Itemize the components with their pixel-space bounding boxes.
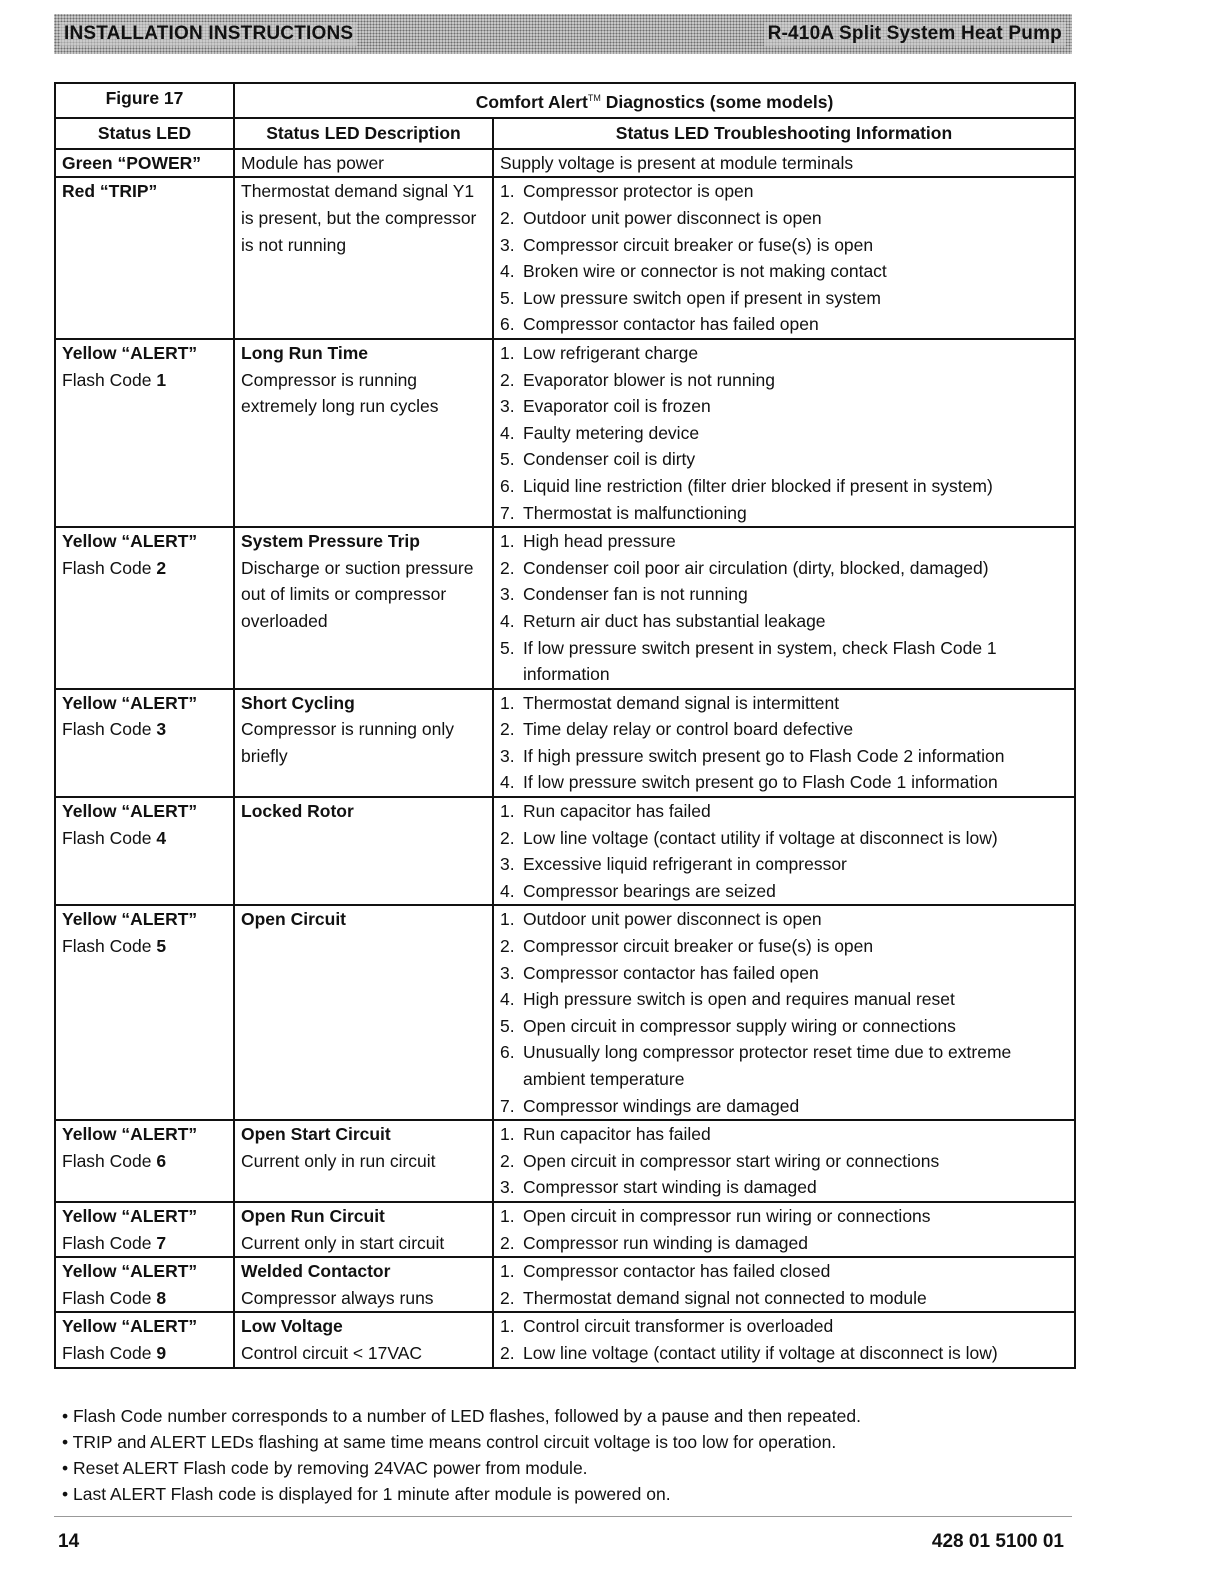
note-item: • Reset ALERT Flash code by removing 24VAC power from module.	[62, 1458, 588, 1478]
list-item: 1. Compressor protector is open	[500, 181, 754, 202]
led-cell: Yellow “ALERT” Flash Code 8	[55, 1257, 234, 1312]
table-row	[55, 1257, 1075, 1312]
description-cell: Open Circuit	[234, 905, 493, 1120]
list-item: 5. Low pressure switch open if present in system	[500, 287, 881, 308]
table-title	[234, 83, 1075, 118]
notes-list	[62, 1403, 1072, 1507]
list-item: 3. Condenser fan is not running	[500, 584, 748, 605]
table-title-row	[55, 83, 1075, 118]
troubleshooting-cell	[493, 905, 1075, 1120]
issue-list	[500, 340, 1068, 526]
list-item: 3. Compressor contactor has failed open	[500, 962, 819, 983]
list-item: 4. Faulty metering device	[500, 422, 700, 443]
table-row	[55, 339, 1075, 527]
led-cell: Yellow “ALERT” Flash Code 7	[55, 1202, 234, 1257]
note-item: • Flash Code number corresponds to a number of LED flashes, followed by a pause and then repeated.	[62, 1406, 861, 1426]
banner-right-title: R-410A Split System Heat Pump	[764, 22, 1066, 46]
table-row	[55, 527, 1075, 689]
list-item: 3. Excessive liquid refrigerant in compressor	[500, 854, 847, 875]
table-row	[55, 689, 1075, 797]
list-item: 3. Compressor start winding is damaged	[500, 1177, 817, 1198]
description-cell: Module has power	[234, 149, 493, 178]
document-number: 428 01 5100 01	[931, 1531, 1064, 1552]
issue-list	[500, 528, 1068, 688]
troubleshooting-cell	[493, 1120, 1075, 1202]
list-item: 1. Outdoor unit power disconnect is open	[500, 909, 822, 930]
description-cell: System Pressure Trip Discharge or suction pressure out of limits or compressor overloaded	[234, 527, 493, 689]
description-cell: Short Cycling Compressor is running only briefly	[234, 689, 493, 797]
table-row	[55, 797, 1075, 905]
list-item: 4. Broken wire or connector is not making contact	[500, 261, 887, 282]
troubleshooting-cell	[493, 689, 1075, 797]
list-item: 6. Liquid line restriction (filter drier blocked if present in system)	[500, 475, 993, 496]
led-cell: Yellow “ALERT” Flash Code 3	[55, 689, 234, 797]
list-item: 5. Open circuit in compressor supply wiring or connections	[500, 1015, 956, 1036]
table-row	[55, 149, 1075, 178]
description-cell: Long Run Time Compressor is running extremely long run cycles	[234, 339, 493, 527]
diagnostics-table	[54, 82, 1076, 1369]
page-number: 14	[58, 1531, 80, 1552]
description-cell: Thermostat demand signal Y1 is present, but the compressor is not running	[234, 177, 493, 339]
description-cell: Open Run Circuit Current only in start circuit	[234, 1202, 493, 1257]
list-item: 7. Thermostat is malfunctioning	[500, 502, 747, 523]
issue-list	[500, 1203, 1068, 1256]
list-item: 1. Open circuit in compressor run wiring or connections	[500, 1205, 931, 1226]
table-row	[55, 177, 1075, 339]
col-header-troubleshooting: Status LED Troubleshooting Information	[493, 118, 1075, 149]
list-item: 1. Low refrigerant charge	[500, 342, 699, 363]
led-cell: Yellow “ALERT” Flash Code 4	[55, 797, 234, 905]
led-cell: Yellow “ALERT” Flash Code 1	[55, 339, 234, 527]
list-item: 2. Thermostat demand signal not connected to module	[500, 1287, 927, 1308]
trademark-mark: TM	[587, 93, 601, 103]
list-item: 3. Evaporator coil is frozen	[500, 396, 711, 417]
table-row	[55, 1120, 1075, 1202]
list-item: 2. Low line voltage (contact utility if voltage at disconnect is low)	[500, 1342, 998, 1363]
led-cell: Yellow “ALERT” Flash Code 9	[55, 1312, 234, 1367]
list-item: 2. Open circuit in compressor start wiring or connections	[500, 1150, 940, 1171]
footer-divider	[54, 1516, 1072, 1517]
list-item: 2. Compressor run winding is damaged	[500, 1232, 808, 1253]
table-title-main: Comfort Alert	[475, 91, 588, 112]
col-header-description: Status LED Description	[234, 118, 493, 149]
troubleshooting-cell: Supply voltage is present at module terminals	[493, 149, 1075, 178]
section-banner	[54, 14, 1072, 54]
description-cell: Low Voltage Control circuit < 17VAC	[234, 1312, 493, 1367]
column-header-row	[55, 118, 1075, 149]
list-item: 2. Compressor circuit breaker or fuse(s) is open	[500, 936, 874, 957]
led-cell: Green “POWER”	[55, 149, 234, 178]
troubleshooting-cell	[493, 177, 1075, 339]
troubleshooting-cell	[493, 797, 1075, 905]
led-cell: Yellow “ALERT” Flash Code 5	[55, 905, 234, 1120]
list-item: 4. High pressure switch is open and requires manual reset	[500, 989, 955, 1010]
issue-list	[500, 798, 1068, 904]
list-item: 1. Compressor contactor has failed closed	[500, 1261, 831, 1282]
list-item: 2. Low line voltage (contact utility if voltage at disconnect is low)	[500, 827, 998, 848]
list-item: 2. Outdoor unit power disconnect is open	[500, 208, 822, 229]
issue-list	[500, 178, 1068, 338]
col-header-status-led: Status LED	[55, 118, 234, 149]
table-title-rest: Diagnostics (some models)	[600, 91, 834, 112]
list-item: 2. Evaporator blower is not running	[500, 369, 775, 390]
list-item: 4. Compressor bearings are seized	[500, 880, 776, 901]
note-item: • Last ALERT Flash code is displayed for 1 minute after module is powered on.	[62, 1484, 671, 1504]
figure-label: Figure 17	[55, 83, 234, 118]
list-item: 5. If low pressure switch present in system, check Flash Code 1 information	[500, 637, 997, 685]
description-cell: Locked Rotor	[234, 797, 493, 905]
list-item: 2. Time delay relay or control board defective	[500, 719, 854, 740]
list-item: 1. Control circuit transformer is overloaded	[500, 1316, 834, 1337]
troubleshooting-cell	[493, 339, 1075, 527]
list-item: 1. Run capacitor has failed	[500, 1124, 711, 1145]
note-item: • TRIP and ALERT LEDs flashing at same time means control circuit voltage is too low for operation.	[62, 1432, 837, 1452]
list-item: 6. Unusually long compressor protector reset time due to extreme ambient temperature	[500, 1042, 1012, 1090]
list-item: 4. If low pressure switch present go to Flash Code 1 information	[500, 772, 998, 793]
troubleshooting-cell	[493, 1257, 1075, 1312]
issue-list	[500, 690, 1068, 796]
list-item: 4. Return air duct has substantial leakage	[500, 610, 826, 631]
list-item: 1. Thermostat demand signal is intermittent	[500, 692, 840, 713]
list-item: 1. Run capacitor has failed	[500, 801, 711, 822]
issue-list	[500, 906, 1068, 1119]
list-item: 5. Condenser coil is dirty	[500, 449, 696, 470]
list-item: 3. Compressor circuit breaker or fuse(s) is open	[500, 234, 874, 255]
banner-left-title: INSTALLATION INSTRUCTIONS	[60, 22, 357, 46]
list-item: 7. Compressor windings are damaged	[500, 1095, 800, 1116]
troubleshooting-cell	[493, 527, 1075, 689]
list-item: 3. If high pressure switch present go to Flash Code 2 information	[500, 745, 1005, 766]
issue-list	[500, 1121, 1068, 1201]
table-row	[55, 1202, 1075, 1257]
led-cell: Yellow “ALERT” Flash Code 6	[55, 1120, 234, 1202]
list-item: 1. High head pressure	[500, 531, 676, 552]
led-cell: Red “TRIP”	[55, 177, 234, 339]
troubleshooting-cell	[493, 1312, 1075, 1367]
list-item: 2. Condenser coil poor air circulation (dirty, blocked, damaged)	[500, 557, 989, 578]
description-cell: Open Start Circuit Current only in run circuit	[234, 1120, 493, 1202]
troubleshooting-cell	[493, 1202, 1075, 1257]
issue-list	[500, 1313, 1068, 1366]
list-item: 6. Compressor contactor has failed open	[500, 314, 819, 335]
issue-list	[500, 1258, 1068, 1311]
led-cell: Yellow “ALERT” Flash Code 2	[55, 527, 234, 689]
table-row	[55, 1312, 1075, 1367]
description-cell: Welded Contactor Compressor always runs	[234, 1257, 493, 1312]
table-row	[55, 905, 1075, 1120]
